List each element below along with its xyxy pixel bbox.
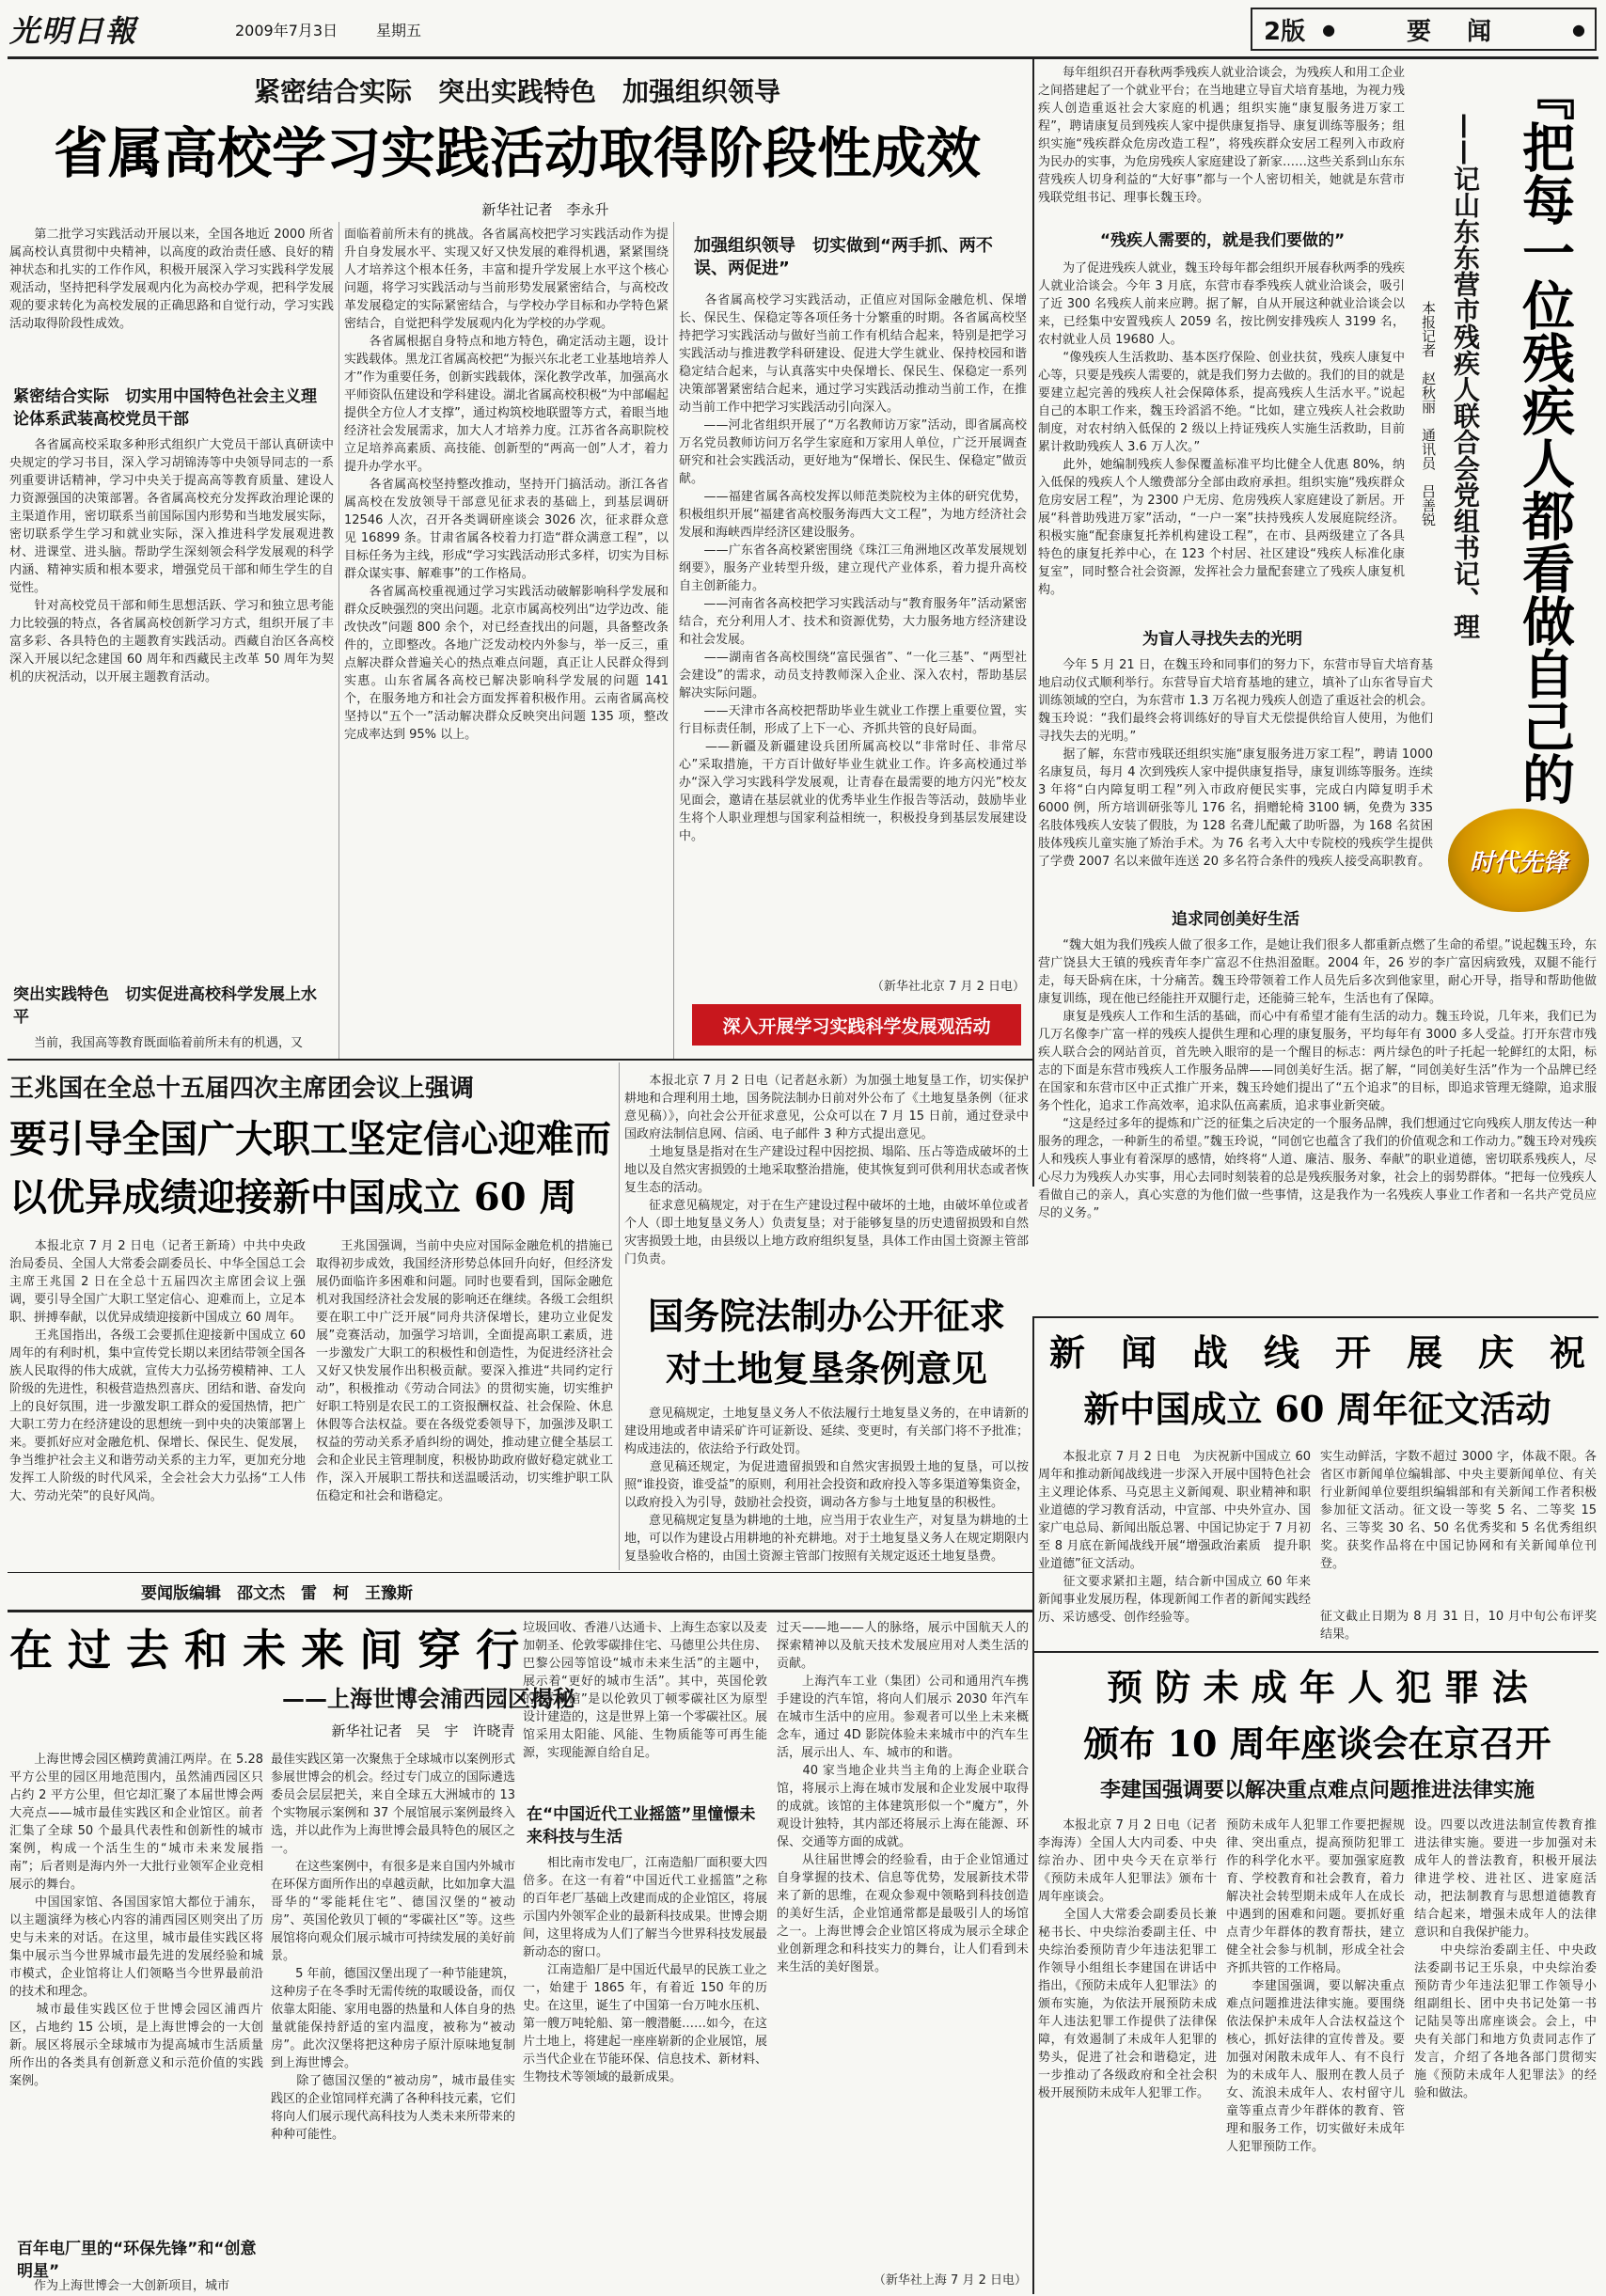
lead-col1-a: 各省属高校采取多种形式组织广大党员干部认真研读中央规定的学习书目，深入学习胡锦涛等中央领导同志的一系列重要讲话精神，学习中央关于提高高等教育质量、建设人力资源强国的决策部署。各省属高校充分发挥政治理论课的主渠道作用，密切联系当前国际国内形势和当地发展实际，密切联系学生学习和就业实际，深入推进科学发展观进教材、进课堂、进头脑。帮助学生深刻领会科学发展观的科学内涵、精神实质和根本要求，增强党员干部和师生学生的自觉性。 针对高校党员干部和师生思想活跃、学习和独立思考能力比较强的特点，各省属高校创新学习方式，组织开展了丰富多彩、各具特色的主题教育实践活动。西藏自治区各高校深入开展以纪念建国 60 周年和西藏民主改革 50 周年为契机的庆祝活动，以开展主题教育活动。 — [9, 438, 334, 684]
disabled-guide-head: 为盲人寻找失去的光明 — [1142, 630, 1302, 649]
wang-col2: 王兆国强调，当前中央应对国际金融危机的措施已取得初步成效，我国经济形势总体回升向好，但经济发展仍面临许多困难和问题。同时也要看到，国际金融危机对我国经济社会发展的影响还在继续。各级工会组织要在职工中广泛开展“同舟共济保增长，建功立业促发展”竞赛活动，加强学习培训，全面提高职工素质，进一步激发广大职工的积极性和创造性，为促进经济社会又好又快发展作出积极贡献。要深入推进“共同约定行动”，积极推动《劳动合同法》的贯彻实施，切实维护好职工特别是农民工的工资报酬权益、社会保险、休息休假等合法权益。要在各级党委领导下，加强涉及职工权益的劳动关系矛盾纠纷的调处，推动建立健全基层工会和企业民主管理制度，积极协助政府做好稳定就业工作，深入开展职工帮扶和送温暖活动，切实维护职工队伍稳定和社会和谐稳定。 — [316, 1239, 613, 1503]
land-headline-1: 国务院法制办公开征求 — [647, 1295, 1005, 1337]
juvenile-col3: 设。四要以改进法制宣传教育推进法律实施。要进一步加强对未成年人的普法教育，积极开展法律进学校、进社区、进家庭活动，把法制教育与思想道德教育结合起来，增强未成年人的法律意识和自我保护能力。 中央综治委副主任、中央政法委副书记王乐泉，中央综治委预防青少年违法犯罪工作领导小组副组长、团中央书记处第一书记陆昊等出席座谈会。会上，中央有关部门和地方负责同志作了发言，介绍了各地各部门贯彻实施《预防未成年人犯罪法》的经验和做法。 — [1414, 1818, 1597, 2100]
expo-col1b: 作为上海世博会一大创新项目，城市 — [9, 2279, 230, 2293]
essay-col2b: 征文截止日期为 8 月 31 日，10 月中旬公布评奖结果。 — [1320, 1610, 1597, 1642]
juvenile-subhead: 李建国强调要以解决重点难点问题推进法律实施 — [1099, 1779, 1535, 1802]
lead-dateline: （新华社北京 7 月 2 日电） — [871, 980, 1025, 994]
lead-col2: 面临着前所未有的挑战。各省属高校把学习实践活动作为提升自身发展水平、实现又好又快发展的难得机遇，紧紧围绕人才培养这个根本任务，丰富和提升学发展上水平这个核心问题，将学习实践活动与当前形势发展紧密结合，与高校改革发展稳定的实际紧密结合，与学校办学目标和办学特色紧密结合，自觉把科学发展观内化为学校的办学观。 各省属根据自身特点和地方特色，确定活动主题，设计实践载体。黑龙江省属高校把“为振兴东北老工业基地培养人才”作为重要任务，创新实践载体，深化教学改革，加强高水平师资队伍建设和学科建设。湖北省属高校积极“为中部崛起提供全方位人才支撑”，通过构筑校地联盟等方式，着眼当地经济社会发展需求，加大人才培养力度。江苏省各高职院校立足培养高素质、高技能、创新型的“两高一创”人才，着力提升办学水平。 各省属高校坚持整改推动，坚持开门搞活动。浙江各省属高校在发放领导干部意见征求表的基础上，到基层调研 12546 人次，召开各类调研座谈会 3026 次，征求群众意见 16899 条。甘肃省属各校着力打造“群众满意工程”，以目标任务为主线，形成“学习实践活动形式多样，切实为目标群众谋实事、解难事”的工作格局。 各省属高校重视通过学习实践活动破解影响科学发展和群众反映强烈的突出问题。北京市属高校列出“边学边改、能改快改”问题 800 余个，对已经查找出的问题，具备整改条件的，立即整改。各地广泛发动校内外参与，举一反三，重点解决群众普遍关心的热点难点问题，真正让人民群众得到实惠。山东省属各高校已解决影响科学发展的问题 141 个，在服务地方和社会方面发挥着积极作用。云南省属高校坚持以“五个一”活动解决群众反映突出问题 135 项，整改完成率达到 95% 以上。 — [344, 228, 669, 742]
essay-headline-1: 新 闻 战 线 开 展 庆 祝 — [1048, 1331, 1585, 1374]
section-name: 要 闻 — [1407, 17, 1498, 46]
juvenile-col2: 预防未成年人犯罪工作要把握规律、突出重点，提高预防犯罪工作的科学化水平。要加强家庭教育、学校教育和社会教育，着力解决社会转型期未成年人在成长中遇到的困难和问题。要抓好重点青少年群体的教育帮扶，建立健全社会参与机制，形成全社会齐抓共管的工作格局。 李建国强调，要以解决重点难点问题推进法律实施。要围绕依法保护未成年人合法权益这个核心，抓好法律的宣传普及。要加强对闲散未成年人、有不良行为的未成年人、服刑在教人员子女、流浪未成年人、农村留守儿童等重点青少年群体的教育、管理和服务工作，切实做好未成年人犯罪预防工作。 — [1226, 1818, 1405, 2154]
section-rule — [1032, 1316, 1598, 1318]
expo-subhead-1: 百年电厂里的“环保先锋”和“创意明星” — [17, 2240, 257, 2281]
disabled-quote-head: “残疾人需要的，就是我们要做的” — [1099, 231, 1346, 250]
lead-col1-intro: 第二批学习实践活动开展以来，全国各地近 2000 所省属高校认真贯彻中央精神，以高度的政治责任感、良好的精神状态和扎实的工作作风，积极开展深入学习实践科学发展观活动，坚持把科学发展观内化为高校办学观，把科学发展观的要求转化为高校发展的正确思路和自觉行动，学习实践活动取得阶段性成效。 — [9, 228, 334, 331]
land-col-bottom: 意见稿规定，土地复垦义务人不依法履行土地复垦义务的，在申请新的建设用地或者申请采矿许可证新设、延续、变更时，有关部门将不予批准；构成违法的，依法给予行政处罚。 意见稿还规定，为促进遗留损毁和自然灾害损毁土地的复垦，可以按照“谁投资，谁受益”的原则，利用社会投资和政府投入等多渠道筹集资金，以政府投入为引导，鼓励社会投资，调动各方参与土地复垦的积极性。 意见稿规定复垦为耕地的土地，应当用于农业生产，对复垦为耕地的土地，可以作为建设占用耕地的补充耕地。对于土地复垦义务人在规定期限内复垦验收合格的，由国土资源主管部门按照有关规定返还土地复垦费。 — [624, 1407, 1029, 1564]
wang-kicker: 王兆国在全总十五届四次主席团会议上强调 — [9, 1075, 475, 1103]
disabled-reporters: 本报记者 赵秋丽 通讯员 吕善锐 — [1420, 301, 1437, 527]
expo-col2: 最佳实践区第一次聚焦于全球城市以案例形式参展世博会的机会。经过专门成立的国际遴选委员会层层把关，来自全球五大洲城市的 13 个实物展示案例和 37 个展馆展示案例最终入选，并以此作为上海世博会最具特色的展区之一。 在这些案例中，有很多是来自国内外城市在环保方面所作出的卓越贡献，比如加拿大温哥华的“零能耗住宅”、德国汉堡的“被动房”、英国伦敦贝丁顿的“零碳社区”等。这些展馆将向观众们展示城市可持续发展的美好前景。 5 年前，德国汉堡出现了一种节能建筑，这种房子在冬季时无需传统的取暖设备，而仅依靠太阳能、家用电器的热量和人体自身的热量就能保持舒适的室内温度，被称为“被动房”。此次汉堡将把这种房子原汁原味地复制到上海世博会。 除了德国汉堡的“被动房”，城市最佳实践区的企业馆同样充满了各种科技元素，它们将向人们展示现代高科技为人类未来所带来的种种可能性。 — [271, 1753, 515, 2142]
expo-headline: 在 过 去 和 未 来 间 穿 行 — [9, 1625, 520, 1675]
page-column-rule — [1032, 1316, 1034, 2294]
expo-subhead-2: 在“中国近代工业摇篮”里憧憬未来科技与生活 — [527, 1805, 756, 1847]
pioneer-badge-text: 时代先锋 — [1469, 848, 1567, 877]
campaign-banner — [692, 1004, 1021, 1046]
lead-col1-b: 当前，我国高等教育既面临着前所未有的机遇，又 — [9, 1036, 304, 1050]
essay-col2: 实生动鲜活，字数不超过 3000 字，体裁不限。各省区市新闻单位编辑部、中央主要新闻单位、有关行业新闻单位要组织编辑部和有关新闻工作者积极参加征文活动。征文设一等奖 5 名、二等奖 15 名、三等奖 30 名、50 名优秀奖和 5 名优秀组织奖。获奖作品将在中国记协网和有关新闻单位刊登。 — [1320, 1450, 1597, 1571]
expo-col4: 过天——地——人的脉络，展示中国航天人的探索精神以及航天技术发展应用对人类生活的贡献。 上海汽车工业（集团）公司和通用汽车携手建设的汽车馆，将向人们展示 2030 年汽车在城市生活中的应用。参观者可以坐上未来概念车，通过 4D 影院体验未来城市中的汽车生活，展示出人、车、城市的和谐。 40 家当地企业共当主角的上海企业联合馆，将展示上海在城市发展和企业发展中取得的成就。该馆的主体建筑形似一个“魔方”，外观设计独特，其内部还将展示上海在能源、环保、交通等方面的成就。 从往届世博会的经验看，由于企业馆通过自身掌握的技术、信息等优势，发展新技术带来了新的思维，在观众参观中领略到科技创造的美好生活，企业馆通常都是最吸引人的场馆之一。上海世博会企业馆区将成为展示全球企业创新理念和科技实力的舞台，让人们看到未来生活的美好图景。 — [777, 1621, 1029, 1974]
land-headline-2: 对土地复垦条例意见 — [665, 1347, 987, 1390]
lead-col3: 各省属高校学习实践活动，正值应对国际金融危机、保增长、保民生、保稳定等各项任务十分繁重的时期。各省属高校坚持把学习实践活动与做好当前工作有机结合起来，特别是把学习实践活动与推进教学科研建设、促进大学生就业、保持校园和谐稳定结合起来，与认真落实中央保增长、保民生、保稳定一系列决策部署紧密结合起来，通过学习实践活动推动当前工作，在推动当前工作中把学习实践活动引向深入。 ——河北省组织开展了“万名教师访万家”活动，即省属高校万名党员教师访问万名学生家庭和万家用人单位，广泛开展调查研究和社会实践活动，更好地为“保增长、保民生、保稳定”做贡献。 ——福建省属各高校发挥以师范类院校为主体的研究优势，积极组织开展“福建省高校服务海西大文工程”，为地方经济社会发展和海峡西岸经济区建设服务。 ——广东省各高校紧密围绕《珠江三角洲地区改革发展规划纲要》，服务产业转型升级，建立现代产业体系，着力提升高校自主创新能力。 ——河南省各高校把学习实践活动与“教育服务年”活动紧密结合，充分利用人才、技术和资源优势，大力服务地方经济建设和社会发展。 ——湖南省各高校围绕“富民强省”、“一化三基”、“两型社会建设”的需求，动员支持教师深入企业、深入农村，帮助基层解决实际问题。 ——天津市各高校把帮助毕业生就业工作摆上重要位置，实行目标责任制，形成了上下一心、齐抓共管的良好局面。 ——新疆及新疆建设兵团所属高校以“非常时任、非常尽心”采取措施，干方百计做好毕业生就业工作。许多高校通过举办“深入学习实践科学发展观，让青春在最需要的地方闪光”校友见面会，邀请在基层就业的优秀毕业生作报告等活动，鼓励毕业生将个人职业理想与国家利益相统一，积极投身到基层发展建设中。 — [679, 293, 1027, 843]
masthead-rule — [8, 56, 1598, 59]
expo-dateline: （新华社上海 7 月 2 日电） — [873, 2273, 1027, 2288]
page-number: 2版 — [1264, 17, 1306, 46]
wang-headline-2: 以优异成绩迎接新中国成立 60 周 — [9, 1175, 577, 1219]
essay-col1: 本报北京 7 月 2 日电 为庆祝新中国成立 60 周年和推动新闻战线进一步深入开展中国特色社会主义理论体系、马克思主义新闻观、职业精神和职业道德的学习教育活动，中宣部、中央外宣办、国家广电总局、新闻出版总署、中国记协定于 7 月初至 8 月底在新闻战线开展“增强政治素质 提升职业道德”征文活动。 征文要求紧扣主题，结合新中国成立 60 年来新闻事业发展历程，体现新闻工作者的新闻实践经历、采访感受、创作经验等。 — [1038, 1450, 1311, 1625]
wang-headline-1: 要引导全国广大职工坚定信心迎难而 — [9, 1117, 611, 1161]
wang-col1: 本报北京 7 月 2 日电（记者王新琦）中共中央政治局委员、全国人大常委会副委员长、中华全国总工会主席王兆国 2 日在全总十五届四次主席团会议上强调，要引导全国广大职工坚定信心、迎难而上，立足本职、拼搏奉献，以优异成绩迎接新中国成立 60 周年。 王兆国指出，各级工会要抓住迎接新中国成立 60 周年的有利时机，集中宣传党长期以来团结带领全国各族人民取得的伟大成就，宣传大力弘扬劳模精神、工人阶级的先进性，积极营造热烈喜庆、团结和谐、奋发向上的良好氛围，进一步激发职工群众的爱国热情，把广大职工劳力在经济建设的思想统一到中央的决策部署上来。要抓好应对金融危机、保增长、保民生、促发展，争当维护社会主义和谐劳动关系的主力军，更加充分地发挥工人阶级的时代风采，全会社会大力弘扬“工人伟大、劳动光荣”的良好风尚。 — [9, 1239, 306, 1503]
essay-headline-2: 新中国成立 60 周年征文活动 — [1083, 1388, 1551, 1430]
issue-date: 2009年7月3日 — [235, 22, 339, 39]
section-rule — [8, 1610, 1032, 1612]
column-rule — [673, 222, 674, 1059]
expo-col3b: 相比南市发电厂，江南造船厂面积要大四倍多。在这一有着“中国近代工业摇篮”之称的百年老厂基础上改建而成的企业馆区，将展示国内外领军企业的最新科技成果。世博会期间，这里将成为人们了解当今世界科技发展最新动态的窗口。 江南造船厂是中国近代最早的民族工业之一，始建于 1865 年，有着近 150 年的历史。在这里，诞生了中国第一台万吨水压机、第一艘万吨轮船、第一艘潜艇……如今，在这片土地上，将建起一座座崭新的企业展馆，展示当代企业在节能环保、信息技术、新材料、生物技术等领域的最新成果。 — [523, 1856, 767, 2084]
page-number-box — [1251, 8, 1597, 51]
lead-byline: 新华社记者 李永升 — [481, 201, 609, 218]
expo-subhead: ——上海世博会浦西园区揭秘 — [282, 1686, 575, 1712]
disabled-mid: 为了促进残疾人就业，魏玉玲每年都会组织开展春秋两季的残疾人就业洽谈会。今年 3 月底，东营市春季残疾人就业洽谈会，吸引了近 300 名残疾人前来应聘。据了解，自从开展这种就业洽谈会以来，已经集中安置残疾人 2059 名，按比例安排残疾人 3199 名，农村就业人员 19680 人。 “像残疾人生活救助、基本医疗保险、创业扶贫，残疾人康复中心等，只要是残疾人需要的，就是我们努力去做的。我们的目的就是要建立起完善的残疾人社会保障体系，提高残疾人生活水平。”说起自己的本职工作来，魏玉玲滔滔不绝。“比如，建立残疾人社会救助制度，对农村纳入低保的 2 级以上持证残疾人实施生活救助，目前累计救助残疾人 3.6 万人次。” 此外，她编制残疾人参保覆盖标准平均比健全人优惠 80%，纳入低保的残疾人个人缴费部分全部由政府承担。组织实施“残疾群众危房安居工程”，为 2300 户无房、危房残疾人家庭建设了新居。开展“科普助残进万家”活动，“一户一案”扶持残疾人发展庭院经济。积极实施“配套康复托养机构建设工程”，在市、县两级建立了各具特色的康复托养中心，在 123 个村居、社区建设“残疾人标准化康复室”，同时整合社会资源，发挥社会力量配套建立了残疾人康复机构。 — [1038, 261, 1405, 597]
disabled-peace: “魏大姐为我们残疾人做了很多工作，是她让我们很多人都重新点燃了生命的希望。”说起魏玉玲，东营广饶县大王镇的残疾青年李广富忍不住热泪盈眶。2004 年，26 岁的李广富因病致残，双腿不能行走，每天卧病在床，十分痛苦。魏玉玲带领着工作人员先后多次到他家里，耐心开导，指导和帮助他做康复训练，现在他已经能拄开双腿行走，还能骑三轮车，生活也有了保障。 康复是残疾人工作和生活的基础，而心中有希望才能有生活的动力。魏玉玲说，几年来，我们已为几万名像李广富一样的残疾人提供生理和心理的康复服务，平均每年有 3000 多人受益。打开东营市残疾人联合会的网站首页，首先映入眼帘的是一个醒目的标志：两片绿色的叶子托起一轮鲜红的太阳，标志的下面是东营市残疾人工作服务品牌——同创美好生活。据了解，“同创美好生活”作为一个品牌已经在国家和东营市区中正式推广开来，魏玉玲她们提出了“五个追求”的目标，即追求管理无缝隙，追求服务个性化，追求工作高效率，追求队伍高素质，追求事业新突破。 “这是经过多年的提炼和广泛的征集之后决定的一个服务品牌，我们想通过它向残疾人朋友传达一种服务的理念，一种新生的希望。”魏玉玲说，“同创它也蕴含了我们的价值观念和工作动力。”魏玉玲对残疾人和残疾人事业有着深厚的感情，始终将“人道、廉洁、服务、奉献”的职业道德，密切联系残疾人，尽心尽力为残疾人办实事，用心去同时刻装着的总是残疾服务对象，社会上的弱势群体。“把每一位残疾人看做自己的亲人，真心实意的为他们做一些事情，这是我作为一名残疾人事业工作者和一名共产党员应尽的义务。” — [1038, 938, 1597, 1220]
lead-subhead-3: 加强组织领导 切实做到“两手抓、两不误、两促进” — [694, 236, 993, 278]
issue-weekday: 星期五 — [376, 22, 422, 39]
disabled-guide: 今年 5 月 21 日，在魏玉玲和同事们的努力下，东营市导盲犬培育基地启动仪式顺利举行。东营导盲犬培育基地的建立，填补了山东省导盲犬训练领域的空白，为东营市 1.3 万名视力残疾人创造了重返社会的机会。魏玉玲说：“我们最终会将训练好的导盲犬无偿提供给盲人使用，为他们寻找失去的光明。” 据了解，东营市残联还组织实施“康复服务进万家工程”，聘请 1000 名康复员，每月 4 次到残疾人家中提供康复指导，康复训练等服务。连续 3 年将“白内障复明工程”列入市政府便民实事，完成白内障复明手术 6000 例，所方培训研张等儿 176 名，捐赠轮椅 3100 辆，免费为 335 名肢体残疾人安装了假肢，为 128 名聋儿配戴了助听器，为 168 名贫困肢体残疾儿童实施了矫治手术。为 76 名考入大中专院校的残疾学生提供了学费 2007 名以来做年连送 20 多名符合条件的残疾人接受高职教育。 — [1038, 658, 1433, 869]
expo-col3: 垃圾回收、香港八达通卡、上海生态家以及麦加朝圣、伦敦零碳排住宅、马德里公共住房、巴黎公园等馆设“城市未来生活”的主题中，展示着“更好的城市生活”。其中，英国伦敦的“零碳馆”是以伦敦贝丁顿零碳社区为原型设计建造的，这是世界上第一个零碳社区。展馆采用太阳能、风能、生物质能等可再生能源，实现能源自给自足。 — [523, 1621, 767, 1760]
expo-byline: 新华社记者 吴 宇 许晓青 — [331, 1722, 515, 1739]
newspaper-logo: 光明日報 — [9, 13, 138, 49]
juvenile-col1: 本报北京 7 月 2 日电（记者李海涛）全国人大内司委、中央综治办、团中央今天在京举行《预防未成年人犯罪法》颁布十周年座谈会。 全国人大常委会副委员长兼秘书长、中央综治委副主任、中央综治委预防青少年违法犯罪工作领导小组组长李建国在讲话中指出，《预防未成年人犯罪法》的颁布实施，为依法开展预防未成年人违法犯罪工作提供了法律保障，有效遏制了未成年人犯罪的势头，促进了社会和谐稳定，进一步推动了各级政府和全社会积极开展预防未成年人犯罪工作。 — [1038, 1818, 1217, 2100]
expo-col1: 上海世博会园区横跨黄浦江两岸。在 5.28 平方公里的园区用地范围内，虽然浦西园区只占约 2 平方公里，但它却汇聚了本届世博会两大亮点——城市最佳实践区和企业馆区。前者汇集了全球 50 个最具代表性和创新性的城市案例，构成一个活生生的“城市未来发展指南”；后者则是海内外一大批行业领军企业竞相展示的舞台。 中国国家馆、各国国家馆大都位于浦东，以主题演绎为核心内容的浦西园区则突出了历史与未来的对话。在这里，城市最佳实践区将集中展示当今世界城市最先进的发展经验和城市模式，企业馆将让人们领略当今世界最前沿的技术和理念。 城市最佳实践区位于世博会园区浦西片区，占地约 15 公顷，是上海世博会的一大创新。展区将展示全球城市为提高城市生活质量所作出的各类具有创新意义和示范价值的实践案例。 — [9, 1753, 263, 2088]
campaign-banner-text: 深入开展学习实践科学发展观活动 — [722, 1015, 991, 1037]
editor-credits: 要闻版编辑 邵文杰 雷 柯 王豫斯 — [141, 1584, 413, 1602]
lead-subhead-1: 紧密结合实际 切实用中国特色社会主义理论体系武装高校党员干部 — [13, 387, 317, 429]
section-rule — [8, 1572, 1032, 1573]
disabled-vertical-headline: 『把每一位残疾人都看做自己的 — [1514, 68, 1576, 805]
juvenile-headline-1: 预 防 未 成 年 人 犯 罪 法 — [1107, 1666, 1528, 1708]
lead-headline: 省属高校学习实践活动取得阶段性成效 — [53, 121, 981, 185]
disabled-intro: 每年组织召开春秋两季残疾人就业洽谈会，为残疾人和用工企业之间搭建起了一个就业平台；在当地建立导盲犬培育基地，为视力残疾人创造重返社会大家庭的机遇；组织实施“康复服务进万家工程”，聘请康复员到残疾人家中提供康复指导、康复训练等服务；组织实施“残疾群众危房改造工程”，将残疾群众安居工程列入市政府为民办的实事，为危房残疾人家庭建设了新家……这些关系到山东东营残疾人切身利益的“大好事”都与一个人密切相关，她就是东营市残联党组书记、理事长魏玉玲。 — [1038, 66, 1405, 205]
section-rule — [8, 1059, 1032, 1061]
pioneer-badge — [1448, 809, 1589, 912]
page-column-rule — [1032, 58, 1034, 1187]
disabled-vertical-subhead: ——记山东东营市残疾人联合会党组书记、理 — [1450, 113, 1481, 639]
juvenile-headline-2: 颁布 10 周年座谈会在京召开 — [1083, 1722, 1551, 1765]
land-col-top: 本报北京 7 月 2 日电（记者赵永新）为加强土地复垦工作，切实保护耕地和合理利用土地，国务院法制办日前对外公布了《土地复垦条例（征求意见稿）》，向社会公开征求意见，公众可以在 7 月 15 日前，通过登录中国政府法制信息网、信函、电子邮件 3 种方式提出意见。 土地复垦是指对在生产建设过程中因挖损、塌陷、压占等造成破坏的土地以及自然灾害损毁的土地采取整治措施，使其恢复到可供利用状态或者恢复生态的活动。 征求意见稿规定，对于在生产建设过程中破坏的土地，由破坏单位或者个人（即土地复垦义务人）负责复垦；对于能够复垦的历史遗留损毁和自然灾害损毁土地，由县级以上地方政府组织复垦，具体工作由国土资源主管部门负责。 — [624, 1074, 1029, 1266]
section-bullet-icon: ● — [1322, 20, 1336, 39]
page-column-rule — [619, 1062, 620, 1570]
section-rule — [1032, 1651, 1598, 1653]
lead-subhead-2: 突出实践特色 切实促进高校科学发展上水平 — [13, 985, 317, 1027]
section-bullet-icon: ● — [1572, 20, 1585, 39]
disabled-peace-head: 追求同创美好生活 — [1172, 910, 1299, 929]
lead-kicker: 紧密结合实际 突出实践特色 加强组织领导 — [253, 76, 780, 107]
